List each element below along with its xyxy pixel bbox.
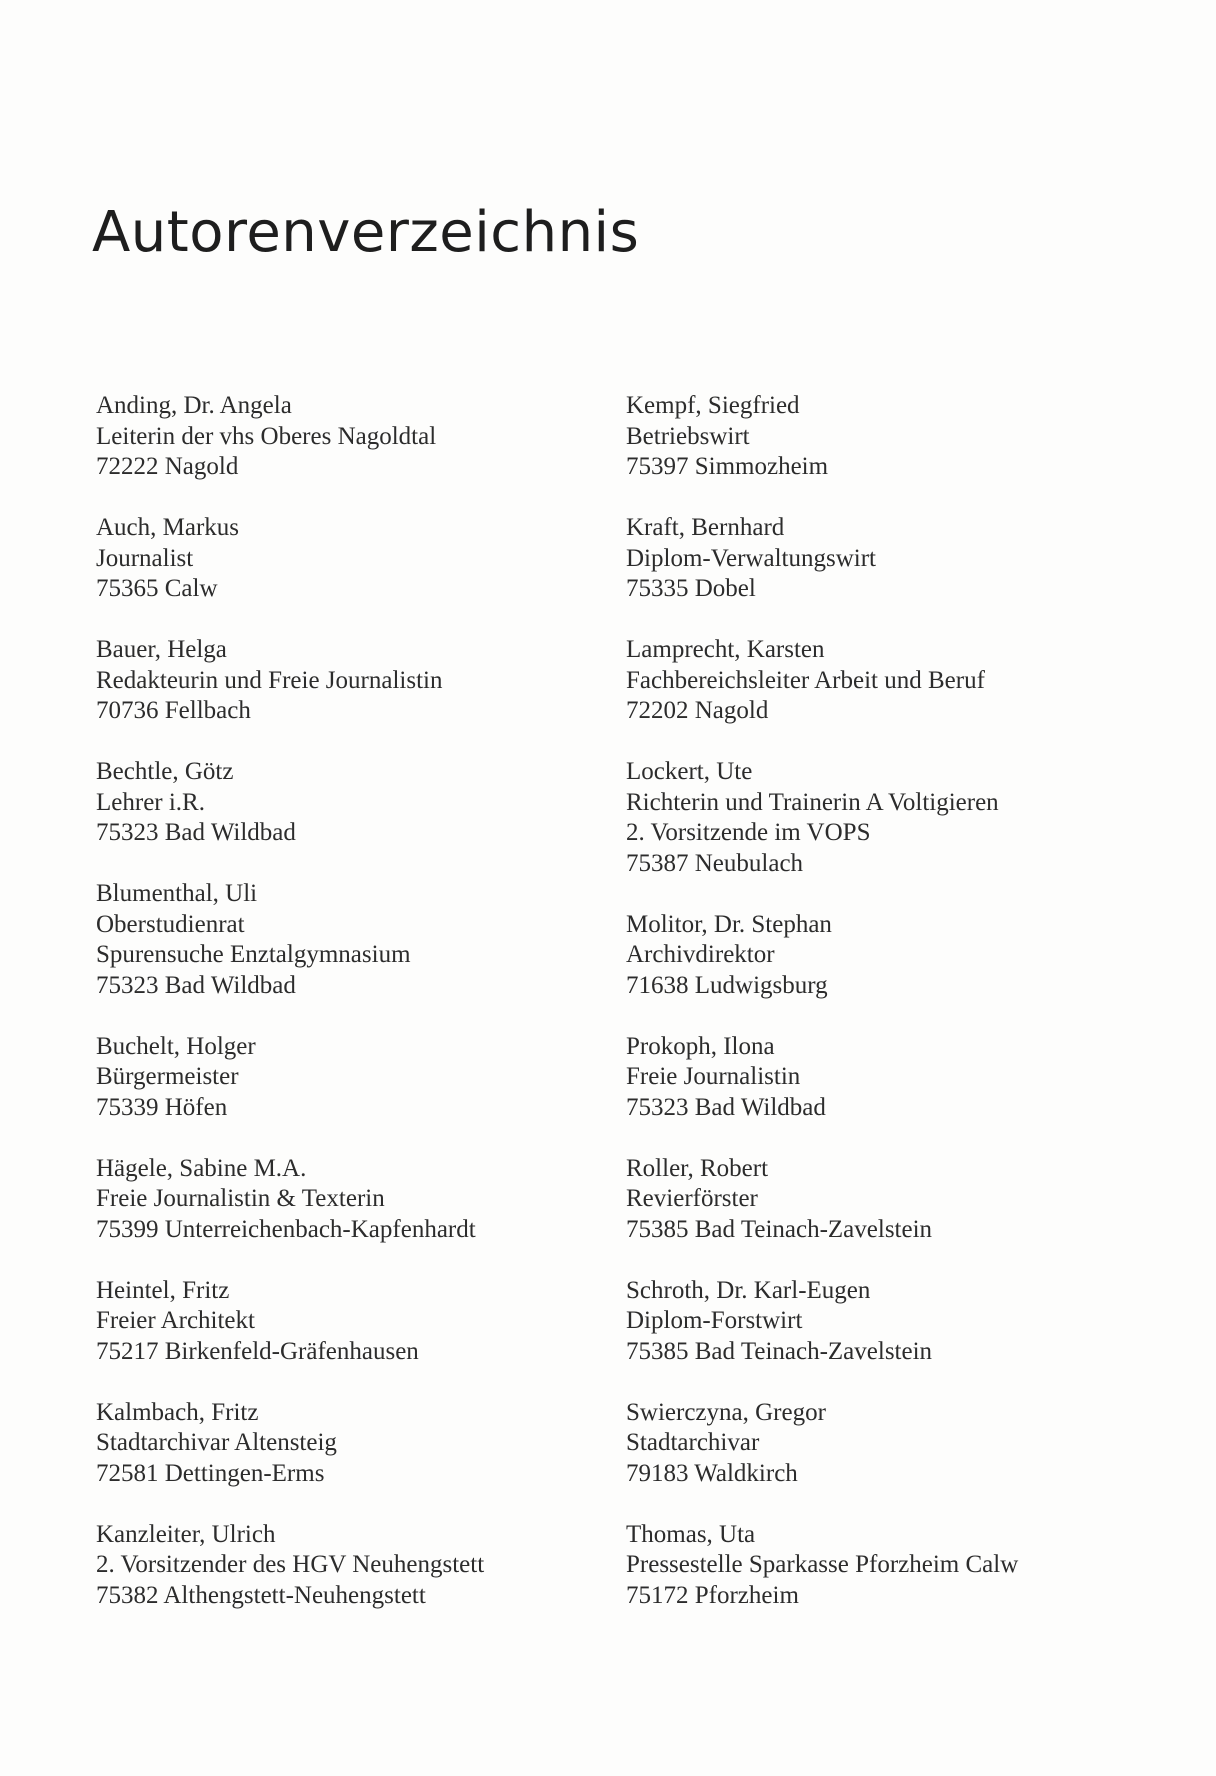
author-detail-line: Freier Architekt — [96, 1307, 255, 1334]
author-detail-line: 75365 Calw — [96, 575, 218, 602]
author-detail-line: 72581 Dettingen-Erms — [96, 1459, 325, 1487]
author-entry — [626, 391, 1126, 483]
author-detail-line: 72222 Nagold — [96, 453, 239, 480]
author-entry — [96, 1276, 596, 1368]
author-detail-line: 75397 Simmozheim — [626, 453, 829, 480]
author-detail-line: 72202 Nagold — [626, 697, 769, 724]
author-entry — [96, 1520, 596, 1612]
author-name: Prokoph, Ilona — [626, 1032, 775, 1060]
author-detail-line: 75385 Bad Teinach-Zavelstein — [626, 1337, 933, 1365]
author-name: Buchelt, Holger — [96, 1032, 256, 1060]
author-detail-line: 75323 Bad Wildbad — [96, 819, 296, 846]
author-detail-line: Journalist — [96, 544, 194, 572]
author-detail-line: Betriebswirt — [626, 422, 750, 450]
author-detail-line: Revierförster — [626, 1185, 758, 1212]
author-detail-line: Archivdirektor — [626, 941, 775, 968]
author-entry — [96, 1398, 596, 1490]
author-entry — [626, 757, 1126, 879]
author-detail-line: Diplom-Verwaltungswirt — [626, 544, 876, 572]
author-entry — [626, 1520, 1126, 1612]
author-detail-line: 75399 Unterreichenbach-Kapfenhardt — [96, 1215, 476, 1243]
author-column-right — [626, 391, 1126, 1642]
author-detail-line: Oberstudienrat — [96, 910, 245, 938]
author-name: Kempf, Siegfried — [626, 392, 800, 419]
author-name: Kraft, Bernhard — [626, 514, 785, 541]
author-entry — [626, 1398, 1126, 1490]
author-detail-line: 71638 Ludwigsburg — [626, 971, 828, 999]
author-detail-line: Leiterin der vhs Oberes Nagoldtal — [96, 422, 437, 450]
author-name: Heintel, Fritz — [96, 1276, 230, 1304]
author-detail-line: 75387 Neubulach — [626, 849, 804, 877]
author-name: Roller, Robert — [626, 1154, 769, 1182]
author-name: Thomas, Uta — [626, 1520, 756, 1548]
author-name: Swierczyna, Gregor — [626, 1398, 826, 1426]
author-detail-line: 2. Vorsitzender des HGV Neuhengstett — [96, 1551, 485, 1578]
author-name: Schroth, Dr. Karl-Eugen — [626, 1276, 871, 1304]
author-detail-line: Spurensuche Enztalgymnasium — [96, 941, 411, 968]
author-detail-line: Freie Journalistin & Texterin — [96, 1185, 385, 1212]
author-detail-line: Pressestelle Sparkasse Pforzheim Calw — [626, 1551, 1019, 1578]
page-title: Autorenverzeichnis — [92, 200, 640, 265]
author-detail-line: 75385 Bad Teinach-Zavelstein — [626, 1215, 933, 1243]
author-detail-line: Stadtarchivar — [626, 1429, 760, 1456]
author-detail-line: Fachbereichsleiter Arbeit und Beruf — [626, 666, 985, 694]
author-detail-line: Stadtarchivar Altensteig — [96, 1429, 337, 1456]
author-entry — [626, 635, 1126, 727]
author-name: Bechtle, Götz — [96, 758, 234, 785]
author-detail-line: Diplom-Forstwirt — [626, 1307, 803, 1334]
author-name: Auch, Markus — [96, 514, 240, 541]
author-name: Hägele, Sabine M.A. — [96, 1154, 307, 1182]
author-detail-line: 79183 Waldkirch — [626, 1459, 798, 1487]
author-detail-line: 75217 Birkenfeld-Gräfenhausen — [96, 1337, 419, 1365]
author-detail-line: Richterin und Trainerin A Voltigieren — [626, 788, 999, 816]
author-detail-line: Bürgermeister — [96, 1063, 239, 1090]
author-entry — [626, 1276, 1126, 1368]
author-entry — [626, 910, 1126, 1002]
author-detail-line: 75323 Bad Wildbad — [626, 1093, 826, 1121]
author-detail-line: 75339 Höfen — [96, 1093, 228, 1121]
author-name: Kalmbach, Fritz — [96, 1398, 259, 1426]
author-column-left — [96, 391, 596, 1642]
author-name: Bauer, Helga — [96, 636, 227, 663]
author-name: Molitor, Dr. Stephan — [626, 910, 832, 938]
author-name: Anding, Dr. Angela — [96, 392, 292, 419]
author-entry — [96, 879, 596, 1001]
author-entry — [96, 635, 596, 727]
author-detail-line: 75172 Pforzheim — [626, 1581, 799, 1609]
author-detail-line: Redakteurin und Freie Journalistin — [96, 666, 443, 694]
author-detail-line: 75323 Bad Wildbad — [96, 971, 296, 999]
author-entry — [96, 391, 596, 483]
author-entry — [626, 1154, 1126, 1246]
author-name: Blumenthal, Uli — [96, 880, 258, 907]
author-detail-line: 75335 Dobel — [626, 575, 756, 602]
author-name: Lockert, Ute — [626, 758, 753, 785]
author-entry — [626, 513, 1126, 605]
author-entry — [96, 1032, 596, 1124]
author-detail-line: 70736 Fellbach — [96, 697, 251, 724]
author-entry — [96, 1154, 596, 1246]
author-name: Lamprecht, Karsten — [626, 636, 825, 663]
author-entry — [626, 1032, 1126, 1124]
author-entry — [96, 513, 596, 605]
author-detail-line: Lehrer i.R. — [96, 788, 205, 816]
author-name: Kanzleiter, Ulrich — [96, 1520, 276, 1548]
author-detail-line: 2. Vorsitzende im VOPS — [626, 819, 871, 846]
author-entry — [96, 757, 596, 849]
author-detail-line: 75382 Althengstett-Neuhengstett — [96, 1581, 426, 1609]
author-detail-line: Freie Journalistin — [626, 1063, 801, 1090]
